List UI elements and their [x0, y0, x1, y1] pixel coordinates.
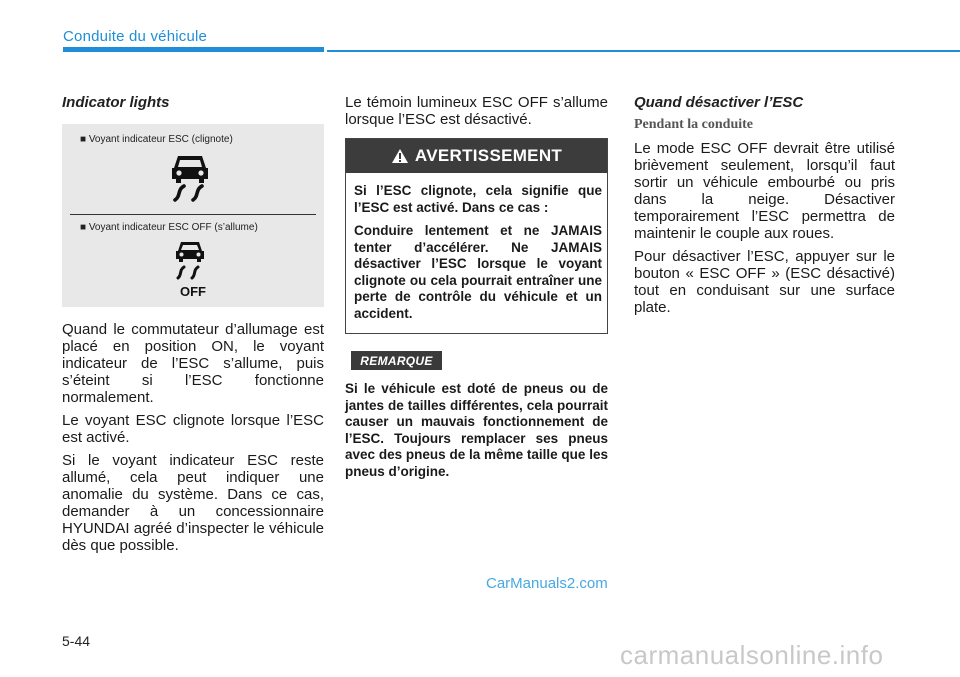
off-label: OFF [180, 284, 206, 299]
warning-box [345, 138, 608, 334]
when-disable-heading: Quand désactiver l’ESC [634, 94, 804, 111]
indicator-divider [70, 214, 316, 215]
paragraph: Si le voyant indicateur ESC reste allumé, cela peut indiquer une anomalie du système. Dans ce cas, demander à un concessionnaire HYUNDAI agréé d’inspecter le véhicule dès que possible. [62, 452, 324, 554]
paragraph: Quand le commutateur d’allumage est placé en position ON, le voyant indicateur de l’ESC s’allume, puis s’éteint si l’ESC fonctionne normalement. [62, 321, 324, 406]
header-rule-thick [63, 47, 324, 52]
section-title: Conduite du véhicule [63, 28, 208, 45]
esc-car-skid-icon [168, 152, 212, 204]
page-number: 5-44 [62, 633, 91, 649]
warning-body [354, 183, 602, 329]
while-driving-subheading: Pendant la conduite [634, 117, 754, 132]
note-tag: REMARQUE [351, 351, 442, 370]
paragraph: Le mode ESC OFF devrait être utilisé brièvement seulement, lorsqu’il faut sortir un véhicule embourbé ou pris dans la neige. Désactiver temporairement l’ESC permettra de maintenir le couple aux roues. [634, 140, 895, 242]
esc-off-car-skid-icon [172, 240, 212, 282]
warning-paragraph: Si l’ESC clignote, cela signifie que l’ESC est activé. Dans ce cas : [354, 183, 602, 215]
paragraph: Pour désactiver l’ESC, appuyer sur le bouton « ESC OFF » (ESC désactivé) tout en conduisant sur une surface plate. [634, 248, 895, 316]
carmanuals-watermark: CarManuals2.com [486, 575, 608, 592]
left-body [62, 321, 324, 560]
esc-off-intro: Le témoin lumineux ESC OFF s’allume lorsque l’ESC est désactivé. [345, 94, 608, 128]
paragraph: Le voyant ESC clignote lorsque l’ESC est activé. [62, 412, 324, 446]
warning-paragraph: Conduire lentement et ne JAMAIS tenter d’accélérer. Ne JAMAIS désactiver l’ESC lorsque le voyant clignote ou cela pourrait entraîner une perte de contrôle du véhicule et un accident. [354, 223, 602, 321]
warning-triangle-icon [391, 148, 409, 164]
warning-title: AVERTISSEMENT [414, 146, 563, 165]
indicator-label-off: ■ Voyant indicateur ESC OFF (s’allume) [80, 222, 258, 233]
indicator-label-flashing: ■ Voyant indicateur ESC (clignote) [80, 134, 233, 145]
warning-header [346, 139, 607, 173]
site-watermark: carmanualsonline.info [620, 640, 884, 670]
header-rule-thin [327, 50, 960, 52]
right-body [634, 140, 895, 322]
note-text: Si le véhicule est doté de pneus ou de jantes de tailles différentes, cela pourrait causer un mauvais fonctionnement de l’ESC. Toujours remplacer ses pneus avec des pneus de la même taille que les pneus d’origine. [345, 381, 608, 479]
indicator-lights-heading: Indicator lights [62, 94, 170, 111]
